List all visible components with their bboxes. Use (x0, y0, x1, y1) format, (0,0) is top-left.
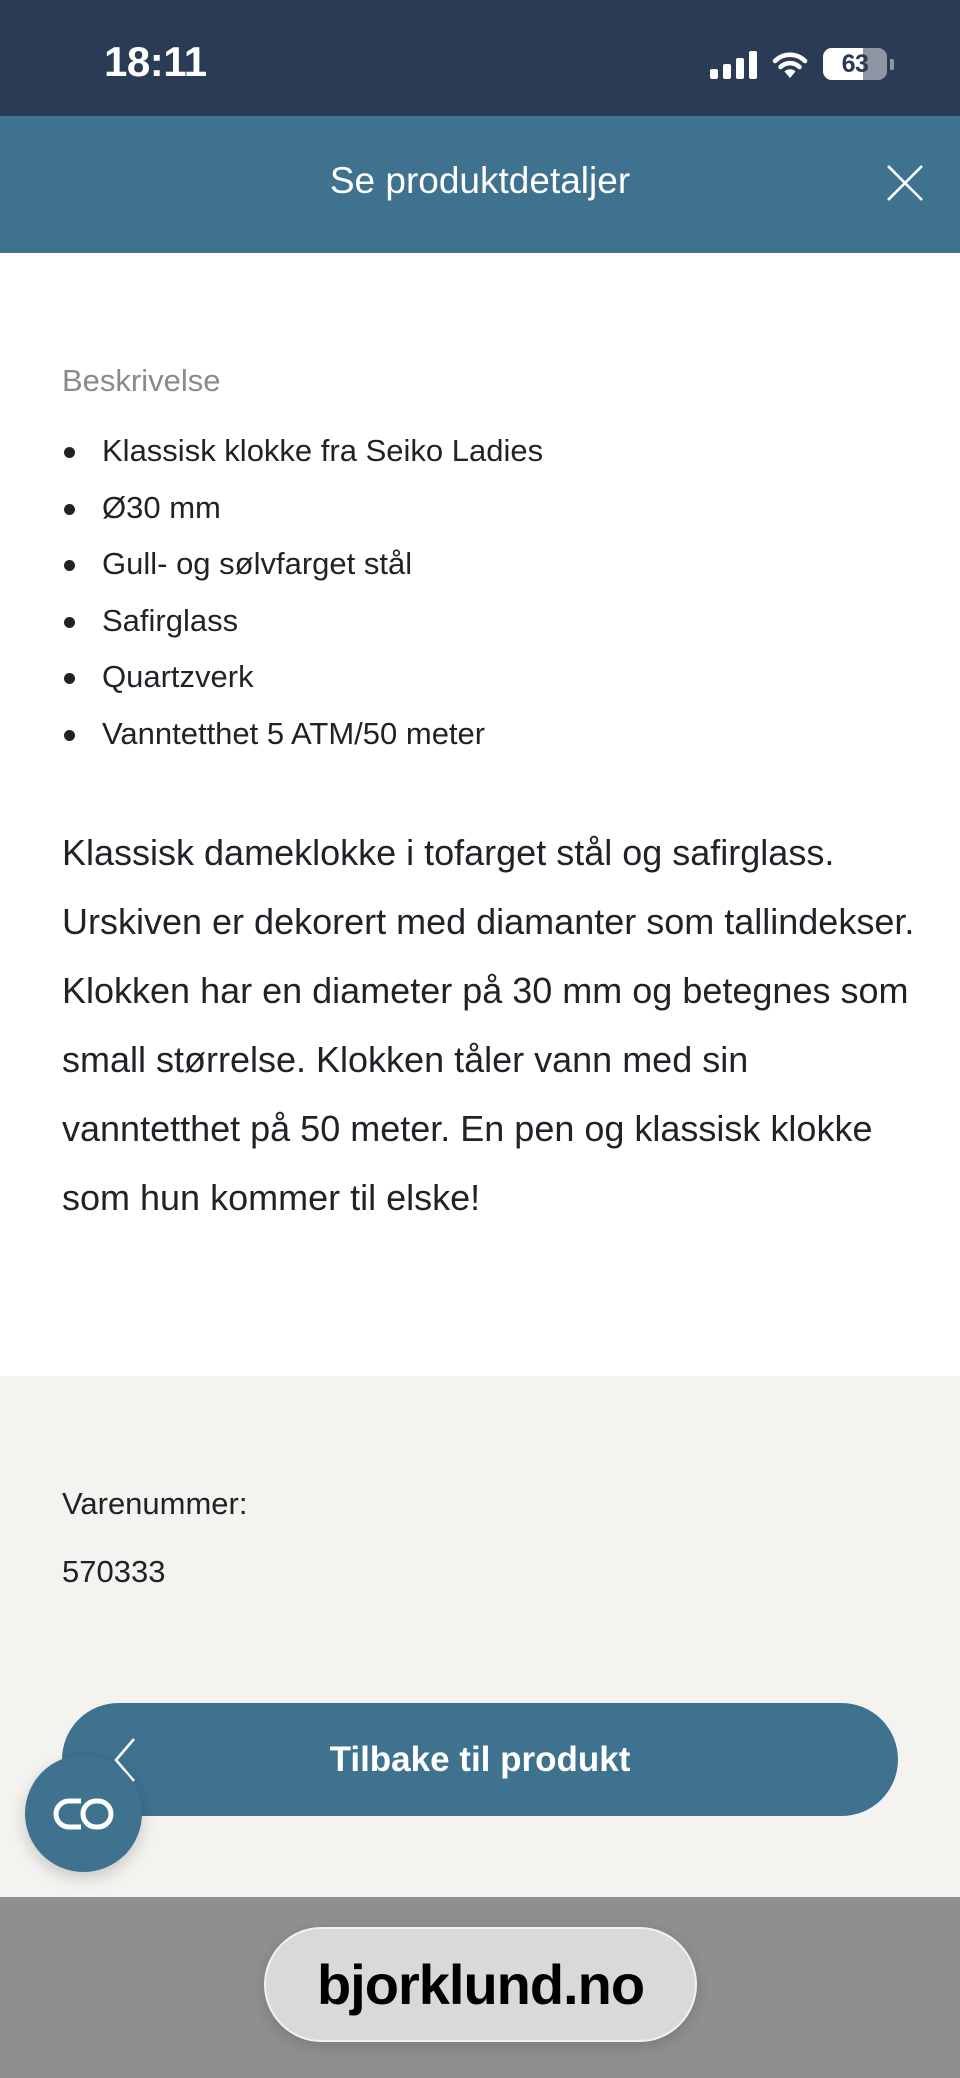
feature-list (62, 423, 543, 763)
modal-header (0, 116, 960, 253)
browser-bottom-bar (0, 1897, 960, 2078)
description-paragraph: Klassisk dameklokke i tofarget stål og safirglass. Urskiven er dekorert med diamanter som tallindekser. Klokken har en diameter på 30 mm og betegnes som small størrelse. Klokken tåler vann med sin vanntetthet på 50 meter. En pen og klassisk klokke som hun kommer til elske! (62, 832, 915, 1218)
cookie-consent-icon (53, 1797, 115, 1831)
signal-icon (710, 49, 757, 79)
sku-value: 570333 (62, 1554, 166, 1589)
modal-title: Se produktdetaljer (329, 160, 631, 201)
close-icon (884, 162, 926, 204)
status-icons (710, 44, 894, 84)
feature-item: Gull- og sølvfarget stål (62, 536, 543, 593)
wifi-icon (771, 49, 809, 79)
feature-item: Vanntetthet 5 ATM/50 meter (62, 706, 543, 763)
close-button[interactable] (884, 162, 926, 204)
back-to-product-label: Tilbake til produkt (329, 1739, 631, 1779)
cookie-consent-button[interactable] (25, 1755, 142, 1872)
feature-item: Klassisk klokke fra Seiko Ladies (62, 423, 543, 480)
url-text: bjorklund.no (316, 1953, 645, 2016)
feature-item: Safirglass (62, 593, 543, 650)
description-section (0, 253, 960, 1376)
sku-section (0, 1376, 960, 1897)
description-label: Beskrivelse (62, 363, 221, 398)
sku-label: Varenummer: (62, 1486, 248, 1521)
back-to-product-button[interactable] (62, 1703, 898, 1816)
battery-icon (823, 48, 894, 80)
battery-percent: 63 (841, 49, 869, 78)
feature-item: Ø30 mm (62, 480, 543, 537)
status-time: 18:11 (104, 38, 207, 85)
address-bar[interactable] (264, 1927, 697, 2042)
feature-item: Quartzverk (62, 649, 543, 706)
status-bar (0, 0, 960, 116)
